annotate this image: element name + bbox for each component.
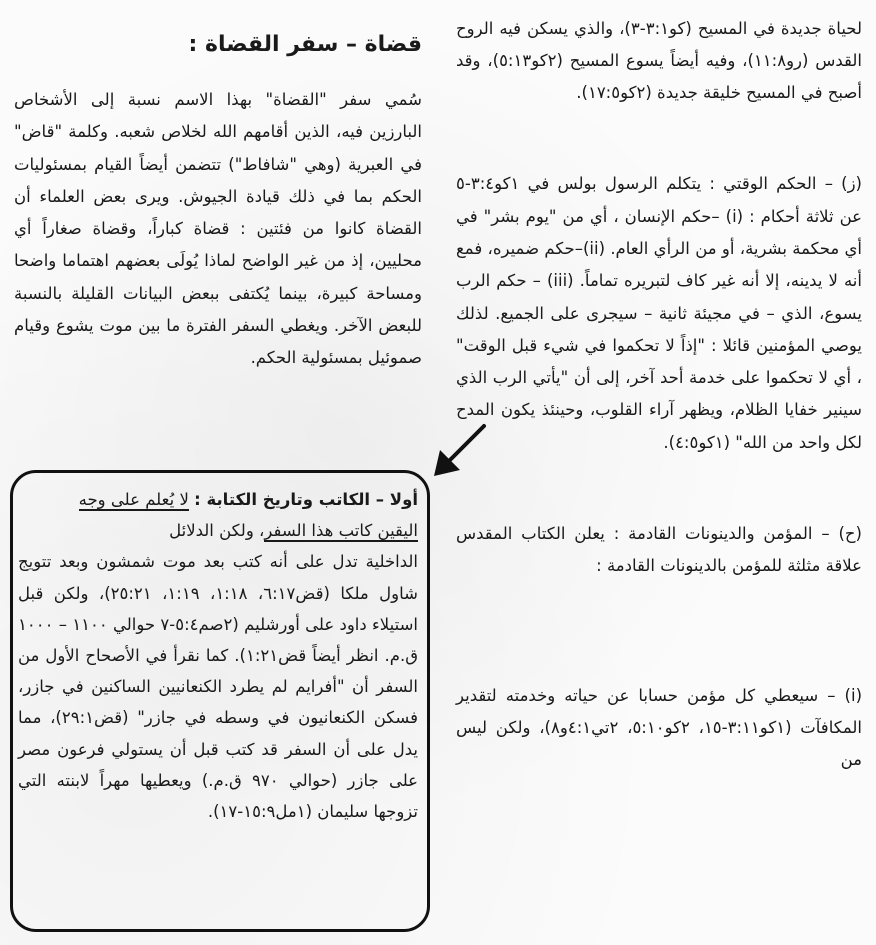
highlight-box-content xyxy=(18,484,418,827)
box-heading-rest: لا يُعلم على وجه xyxy=(78,490,189,509)
section-z-paragraph: (ز) – الحكم الوقتي : يتكلم الرسول بولس في ١كو٣:٤-٥ عن ثلاثة أحكام : (i) –حكم الإنسان ، أي من "يوم بشر" في أي محكمة بشرية، أو من الرأي العام. (ii)–حكم ضميره، فمع أنه لا يدينه، إلا أنه غير كاف لتبريره تماماً. (iii) – حكم الرب يسوع، الذي – في مجيئة ثانية – سيجرى على الجميع. لذلك يوصي المؤمنين قائلا : "إذاً لا تحكموا في شيء قبل الوقت" ، أي لا تحكموا على خدمة أحد آخر، إلى أن "يأتي الرب الذي سينير خفايا الظلام، ويظهر آراء القلوب، وحينئذ يكون المدح لكل واحد من الله" (١كو٤:٥). xyxy=(456,174,863,452)
box-heading: أولا – الكاتب وتاريخ الكتابة : xyxy=(194,490,418,509)
article-title: قضاة – سفر القضاة : xyxy=(188,32,422,57)
left-column xyxy=(456,0,862,793)
section-h-paragraph: (ح) – المؤمن والدينونات القادمة : يعلن الكتاب المقدس علاقة مثلثة للمؤمن بالدينونات القادمة : xyxy=(456,524,862,576)
intro-paragraph: سُمي سفر "القضاة" بهذا الاسم نسبة إلى الأشخاص البارزين فيه، الذين أقامهم الله لخلاص شعبه. وكلمة "قاض" في العبرية (وهي "شافاط") تتضمن أيضاً القيام بمسئوليات الحكم بما في ذلك قيادة الجيوش. ويرى بعض العلماء أن القضاة كانوا من فئتين : قضاة كباراً، وقضاة صغاراً أي محليين، إذ من غير الواضح لماذا يُولَى بعضهم اهتماما واضحا ومساحة كبيرة، بينما يُكتفى ببعض البيانات القليلة بالنسبة للبعض الآخر. ويغطي السفر الفترة ما بين موت يشوع وقيام صموئيل بمسئولية الحكم. xyxy=(14,90,422,368)
right-column xyxy=(14,28,422,391)
box-line2: اليقين كاتب هذا السفر xyxy=(264,521,418,541)
box-line2-rest: ، ولكن الدلائل xyxy=(169,521,265,541)
section-i-paragraph: (i) – سيعطي كل مؤمن حسابا عن حياته وخدمته لتقدير المكافآت (١كو٣:١١-١٥، ٢كو٥:١٠، ٢تي٤:١و٨)، ولكن ليس من xyxy=(456,685,862,770)
arrow-pointing-down-left-icon xyxy=(430,420,490,480)
left-top-paragraph: لحياة جديدة في المسيح (كو٣:١-٣)، والذي يسكن فيه الروح القدس (رو١١:٨)، وفيه أيضاً يسوع المسيح (٢كو٥:١٣)، وقد أصبح في المسيح خليقة جديدة (٢كو١٧:٥). xyxy=(456,18,862,103)
box-body: الداخلية تدل على أنه كتب بعد موت شمشون وبعد تتويج شاول ملكا (قض٦:١٧، ١:١٨، ١:١٩، ٢٥:٢١)، ولكن قبل استيلاء داود على أورشليم (٢صم٥:٤-٧ حوالي ١١٠٠ – ١٠٠٠ ق.م. انظر أيضاً قض١:٢١). كما نقرأ في الأصحاح الأول من السفر أن "أفرايم لم يطرد الكنعانيين الساكنين في جازر، فسكن الكنعانيون في وسطه في جازر" (قض٢٩:١)، مما يدل على أن السفر قد كتب قبل أن يستولي فرعون مصر على جازر (حوالي ٩٧٠ ق.م.) ويعطيها مهراً لابنته التي تزوجها سليمان (١مل١٥:٩-١٧). xyxy=(18,552,419,822)
